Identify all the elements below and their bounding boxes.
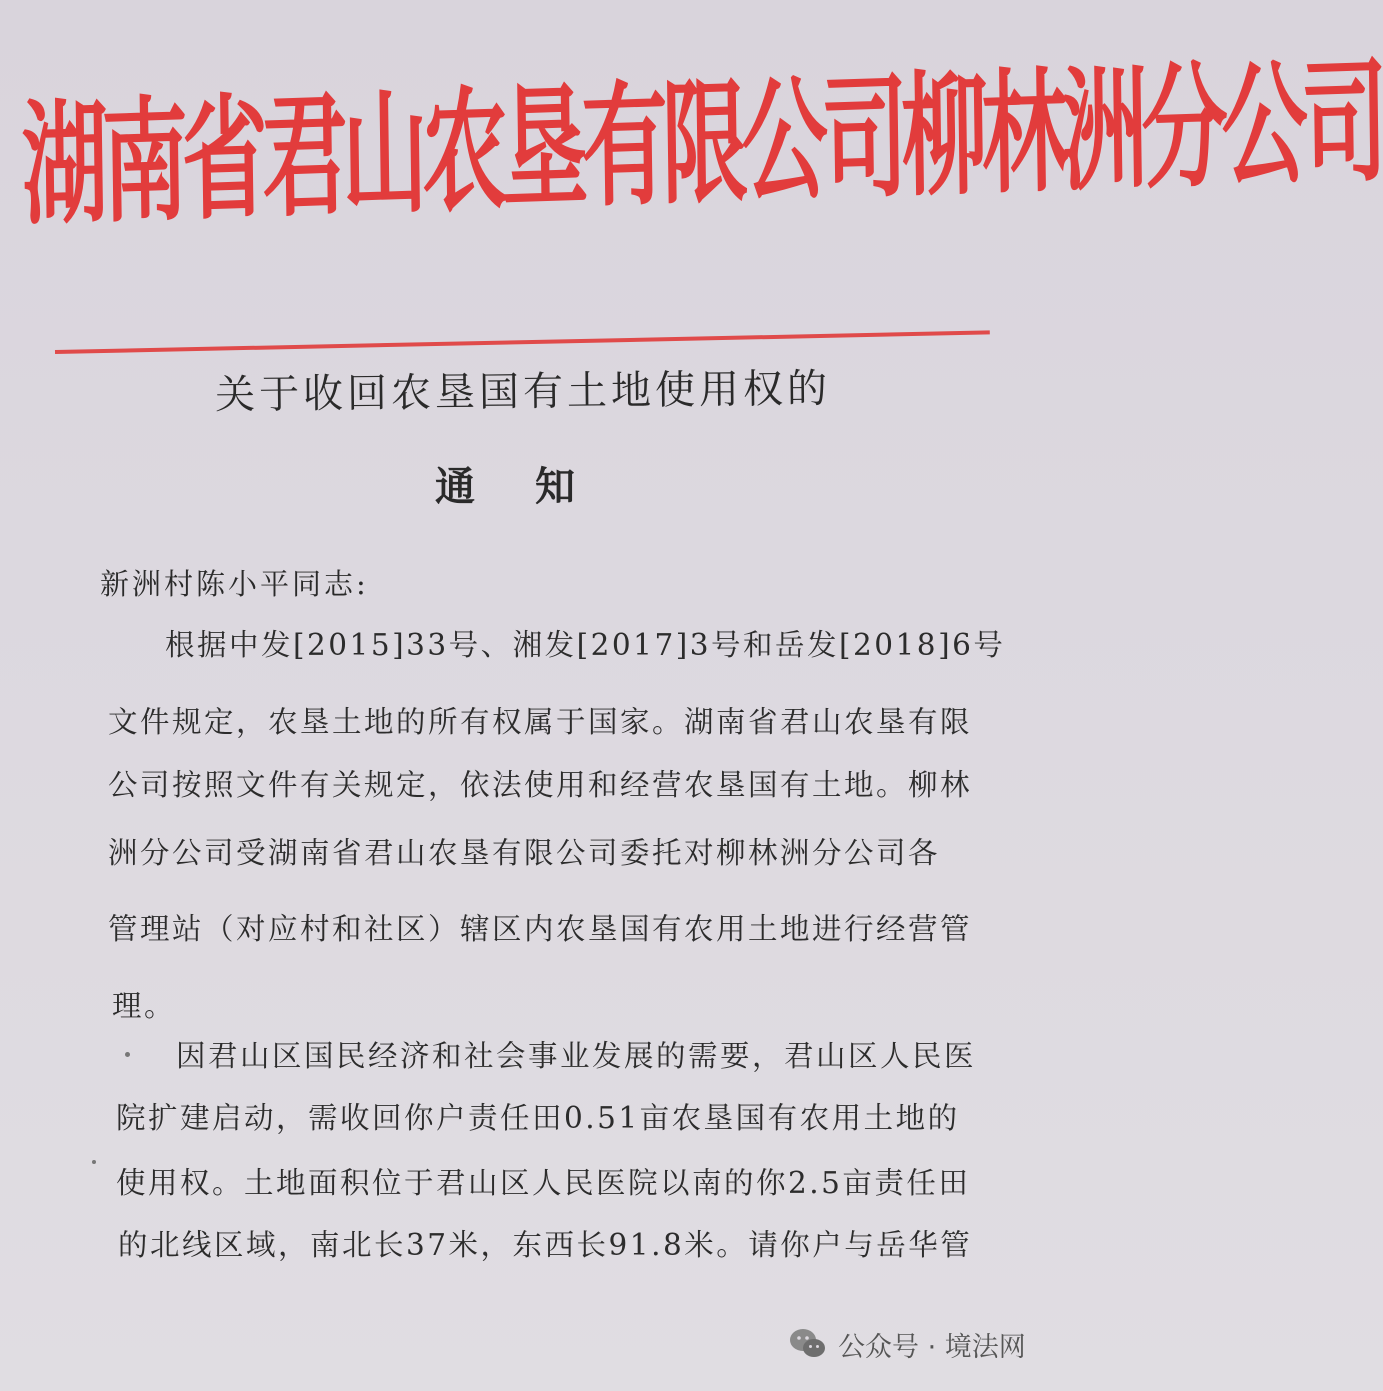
stray-ink-dot: [92, 1160, 96, 1164]
body-line: 的北线区域，南北长37米，东西长91.8米。请你户与岳华管: [118, 1228, 973, 1262]
wechat-icon: [788, 1326, 828, 1362]
body-line: 管理站（对应村和社区）辖区内农垦国有农用土地进行经营管: [108, 912, 973, 946]
body-line: 文件规定，农垦土地的所有权属于国家。湖南省君山农垦有限: [108, 705, 973, 739]
watermark: [788, 1320, 1058, 1368]
body-line: 洲分公司受湖南省君山农垦有限公司委托对柳林洲分公司各: [108, 836, 941, 870]
salutation: 新洲村陈小平同志:: [100, 567, 369, 601]
stray-ink-dot: [125, 1052, 130, 1057]
body-line: 院扩建启动，需收回你户责任田0.51亩农垦国有农用土地的: [116, 1101, 960, 1135]
body-line: 根据中发[2015]33号、湘发[2017]3号和岳发[2018]6号: [165, 628, 1006, 662]
body-line: 使用权。土地面积位于君山区人民医院以南的你2.5亩责任田: [116, 1166, 971, 1200]
body-line: 因君山区国民经济和社会事业发展的需要，君山区人民医: [176, 1039, 977, 1073]
document-title: 关于收回农垦国有土地使用权的: [214, 365, 832, 419]
body-line: 公司按照文件有关规定，依法使用和经营农垦国有土地。柳林: [108, 768, 973, 802]
body-line: 理。: [112, 989, 177, 1023]
organization-header: 湖南省君山农垦有限公司柳林洲分公司: [20, 43, 1383, 245]
document-subtitle: 通知: [435, 463, 635, 510]
red-divider-line: [55, 330, 990, 354]
watermark-text: 公众号 · 境法网: [838, 1331, 1026, 1363]
